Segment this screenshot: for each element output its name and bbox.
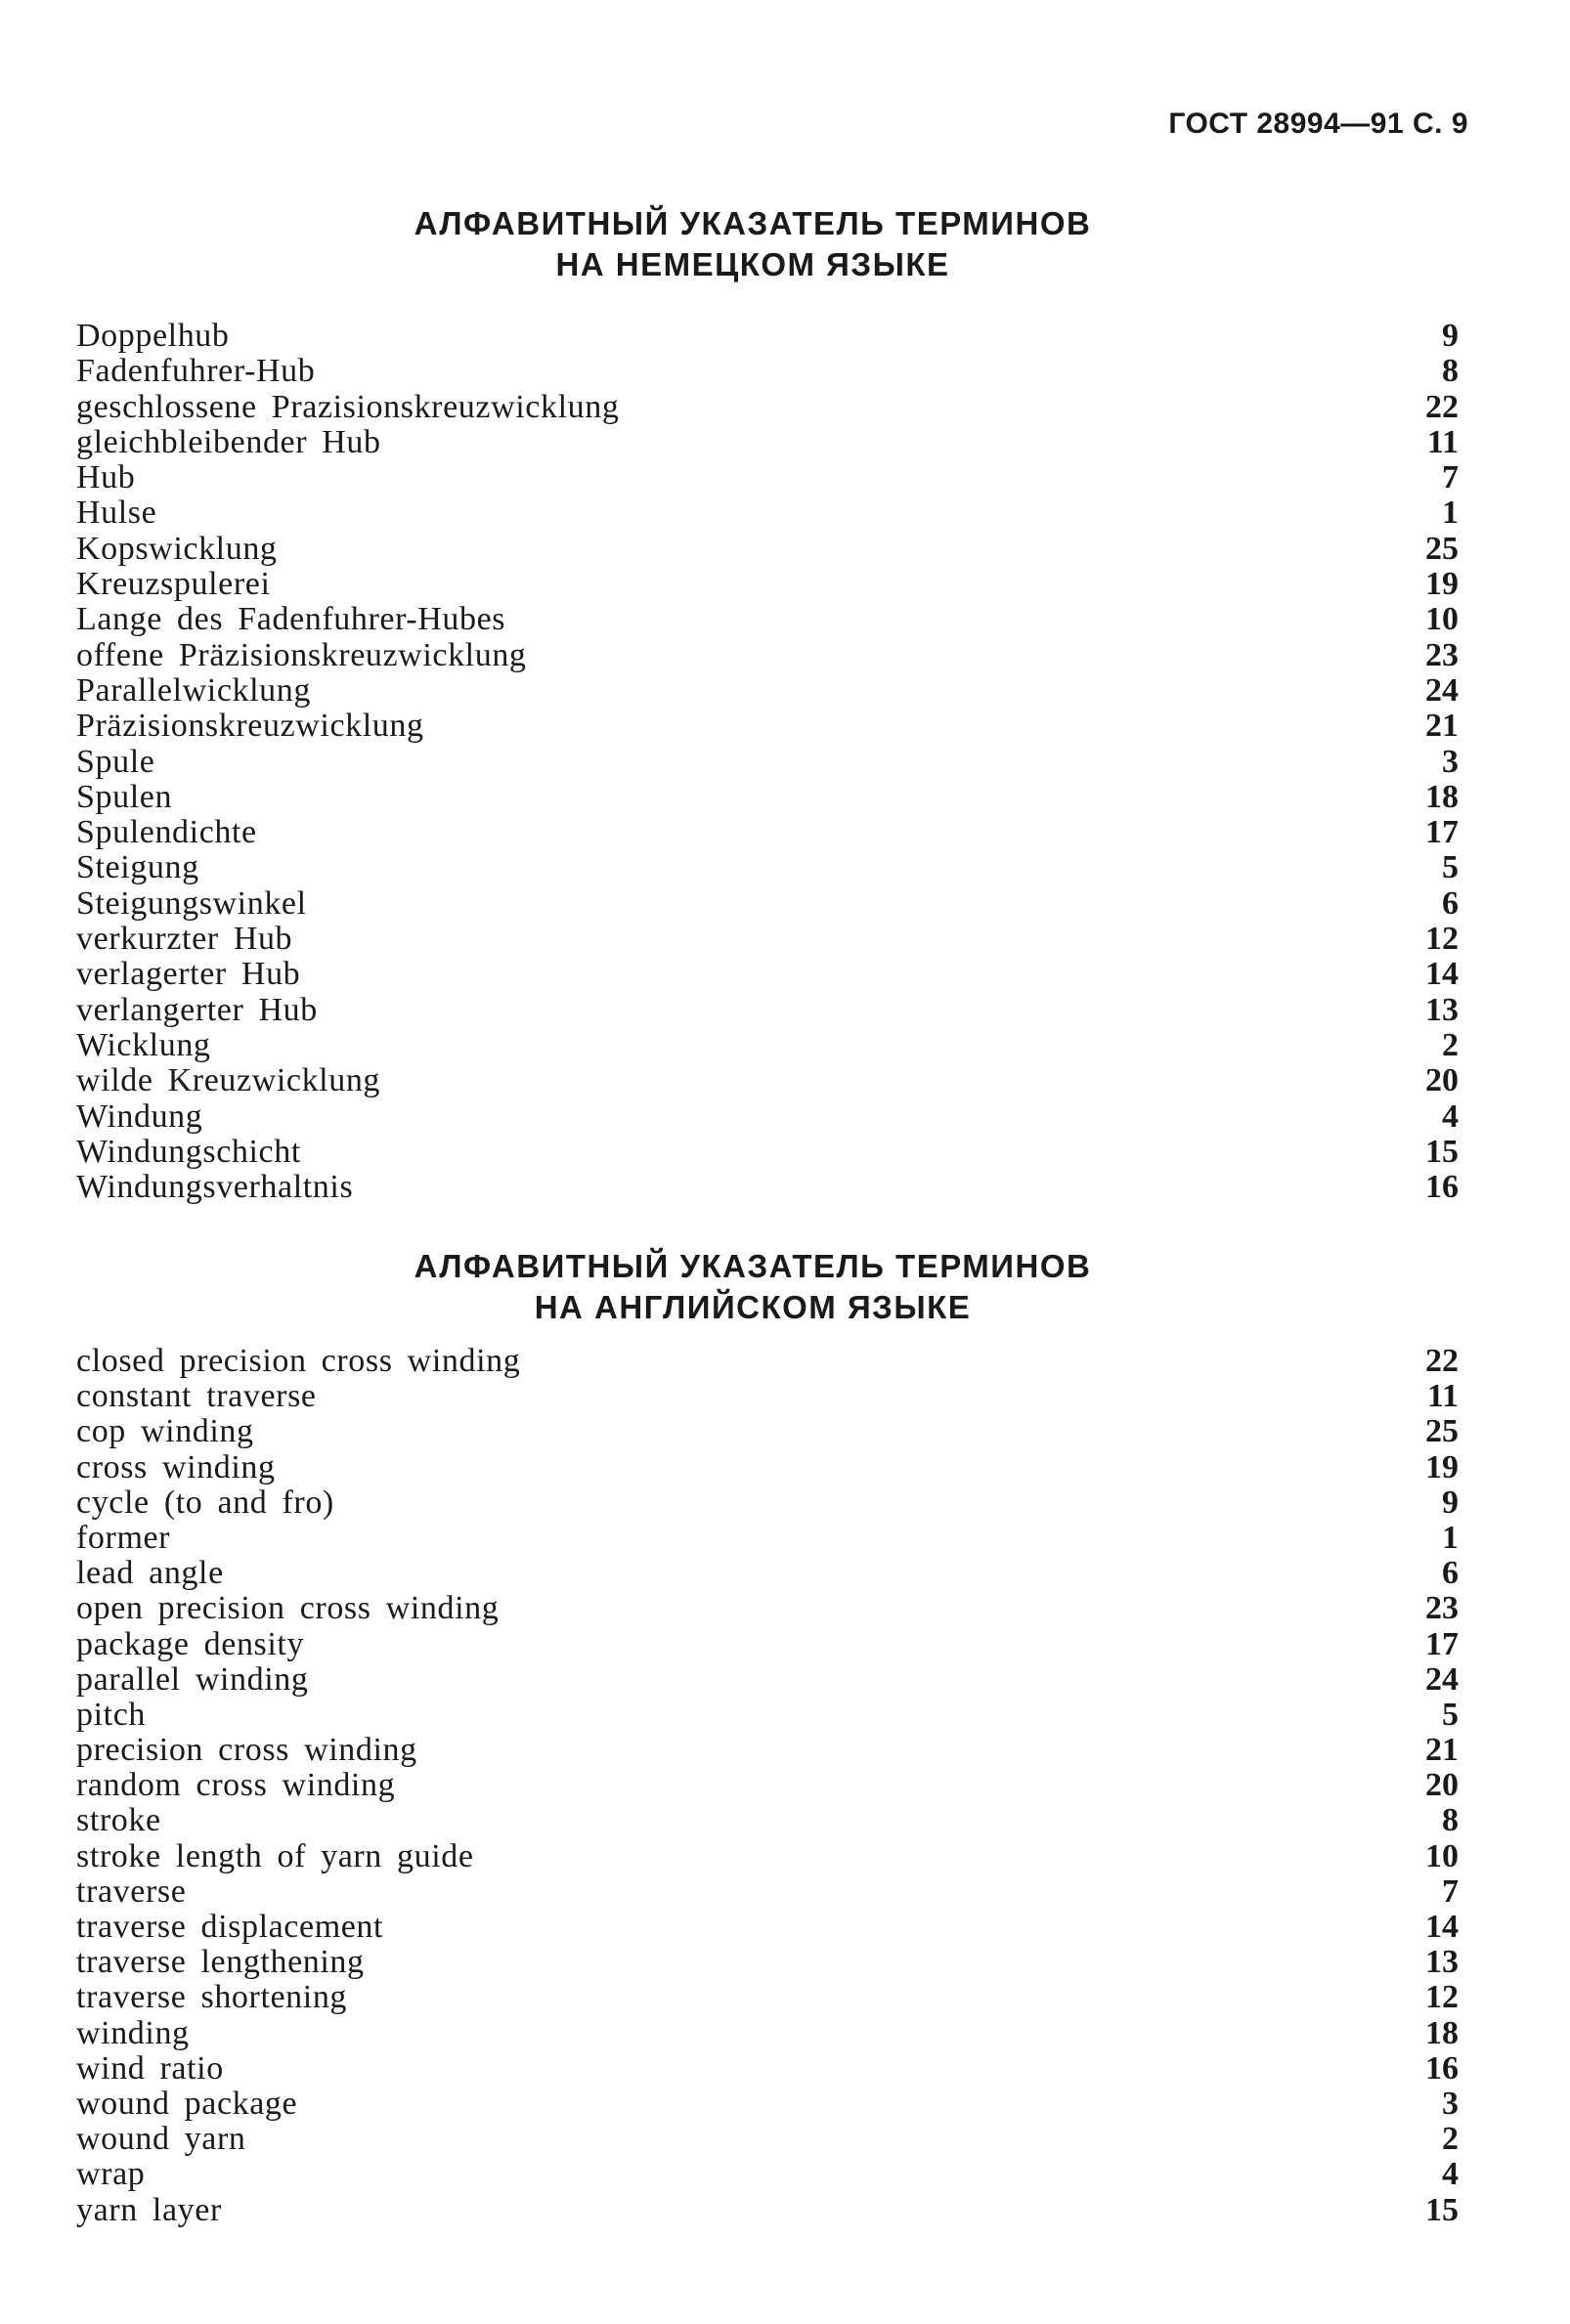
index-term-number: 25 — [1425, 1413, 1459, 1450]
index-entry — [76, 638, 1459, 673]
index-term: Spulen — [76, 778, 173, 815]
index-entry — [76, 1170, 1459, 1205]
index-term: Kreuzspulerei — [76, 566, 271, 603]
index-term: traverse shortening — [76, 1979, 348, 2016]
index-entry — [76, 780, 1459, 815]
index-term: wrap — [76, 2156, 146, 2193]
index-term-number: 2 — [1442, 1026, 1459, 1063]
index-entry — [76, 1135, 1459, 1170]
index-term: Hulse — [76, 495, 157, 532]
index-entry — [76, 1450, 1459, 1485]
index-term: stroke length of yarn guide — [76, 1837, 474, 1874]
index-term-number: 3 — [1442, 2085, 1459, 2122]
index-term: Doppelhub — [76, 318, 230, 354]
index-term-number: 12 — [1425, 921, 1459, 958]
index-entry — [76, 1063, 1459, 1098]
index-term: traverse lengthening — [76, 1944, 365, 1981]
index-term-number: 15 — [1425, 1133, 1459, 1170]
index-term: offene Präzisionskreuzwicklung — [76, 636, 527, 673]
index-term: pitch — [76, 1696, 146, 1733]
index-term-number: 21 — [1425, 1732, 1459, 1769]
index-term-number: 22 — [1425, 388, 1459, 425]
index-term-number: 7 — [1442, 459, 1459, 496]
index-term-number: 21 — [1425, 708, 1459, 745]
section-title-german — [0, 203, 1505, 285]
index-term: Kopswicklung — [76, 530, 278, 567]
index-entry — [76, 1910, 1459, 1945]
index-term-number: 11 — [1426, 423, 1459, 460]
index-term-number: 8 — [1442, 1802, 1459, 1839]
index-entry — [76, 1874, 1459, 1910]
index-term: verlangerter Hub — [76, 991, 318, 1028]
index-entry — [76, 2157, 1459, 2192]
index-entry — [76, 1414, 1459, 1449]
section-title-line1: АЛФАВИТНЫЙ УКАЗАТЕЛЬ ТЕРМИНОВ — [414, 205, 1092, 241]
section-title-line2: НА АНГЛИЙСКОМ ЯЗЫКЕ — [534, 1289, 972, 1325]
index-term: wilde Kreuzwicklung — [76, 1062, 381, 1099]
index-term: cross winding — [76, 1448, 276, 1485]
index-entry — [76, 495, 1459, 531]
index-term: lead angle — [76, 1555, 224, 1592]
index-entry — [76, 2122, 1459, 2157]
index-entry — [76, 2016, 1459, 2051]
index-entry — [76, 532, 1459, 567]
index-entry — [76, 1698, 1459, 1733]
index-entry — [76, 354, 1459, 389]
index-term: Parallelwicklung — [76, 671, 311, 709]
index-term-number: 20 — [1425, 1062, 1459, 1099]
index-term-number: 10 — [1425, 1837, 1459, 1874]
index-entry — [76, 1379, 1459, 1414]
index-entry — [76, 1627, 1459, 1662]
index-term: verkurzter Hub — [76, 921, 293, 958]
index-entry — [76, 2087, 1459, 2122]
index-term-number: 14 — [1425, 956, 1459, 993]
index-term-number: 19 — [1425, 566, 1459, 603]
index-term-number: 8 — [1442, 353, 1459, 390]
index-term-number: 12 — [1425, 1979, 1459, 2016]
index-entry — [76, 1485, 1459, 1521]
index-term-number: 14 — [1425, 1909, 1459, 1945]
index-entry — [76, 1803, 1459, 1838]
index-term: yarn layer — [76, 2191, 222, 2228]
index-term: verlagerter Hub — [76, 956, 301, 993]
index-term-number: 22 — [1425, 1343, 1459, 1379]
index-term-number: 9 — [1442, 318, 1459, 354]
section-title-line2: НА НЕМЕЦКОМ ЯЗЫКЕ — [555, 246, 950, 282]
index-term: stroke — [76, 1802, 161, 1839]
index-term: Fadenfuhrer-Hub — [76, 353, 316, 390]
index-term-number: 3 — [1442, 743, 1459, 780]
index-term-number: 17 — [1425, 1625, 1459, 1662]
index-entry — [76, 1521, 1459, 1556]
index-entry — [76, 993, 1459, 1028]
index-term: Steigungswinkel — [76, 884, 307, 922]
index-entry — [76, 1099, 1459, 1135]
index-term: Wicklung — [76, 1026, 211, 1063]
index-term: Hub — [76, 459, 136, 496]
index-term-number: 1 — [1442, 495, 1459, 532]
index-term-number: 10 — [1425, 601, 1459, 638]
index-term-number: 1 — [1442, 1519, 1459, 1556]
index-entry — [76, 1733, 1459, 1768]
page-header: ГОСТ 28994—91 С. 9 — [1168, 108, 1468, 140]
index-term: open precision cross winding — [76, 1590, 500, 1627]
index-term: former — [76, 1519, 171, 1556]
index-term: constant traverse — [76, 1378, 317, 1415]
index-entry — [76, 567, 1459, 602]
index-entry — [76, 1945, 1459, 1980]
index-entry — [76, 1662, 1459, 1698]
index-term-number: 24 — [1425, 1660, 1459, 1698]
index-term-number: 6 — [1442, 1555, 1459, 1592]
index-entry — [76, 319, 1459, 354]
index-term: Windung — [76, 1097, 203, 1135]
index-term-number: 25 — [1425, 530, 1459, 567]
index-entry — [76, 1344, 1459, 1379]
index-term: closed precision cross winding — [76, 1343, 521, 1379]
index-entry — [76, 886, 1459, 922]
index-term-number: 11 — [1426, 1378, 1459, 1415]
index-entry — [76, 1839, 1459, 1874]
index-term-number: 15 — [1425, 2191, 1459, 2228]
index-term: Windungsverhaltnis — [76, 1169, 354, 1206]
index-entry — [76, 602, 1459, 637]
index-term-number: 16 — [1425, 1169, 1459, 1206]
index-term-number: 13 — [1425, 1944, 1459, 1981]
index-term: Präzisionskreuzwicklung — [76, 708, 424, 745]
index-term: traverse displacement — [76, 1909, 384, 1945]
index-entry — [76, 709, 1459, 744]
index-term: traverse — [76, 1872, 187, 1910]
index-term-number: 4 — [1442, 2156, 1459, 2193]
index-term: gleichbleibender Hub — [76, 423, 381, 460]
index-entry — [76, 390, 1459, 425]
index-term: wind ratio — [76, 2049, 224, 2087]
index-entry — [76, 460, 1459, 495]
index-term-number: 18 — [1425, 2014, 1459, 2051]
index-term-number: 7 — [1442, 1872, 1459, 1910]
index-entry — [76, 922, 1459, 957]
index-entry — [76, 425, 1459, 460]
index-term-number: 24 — [1425, 671, 1459, 709]
index-term: precision cross winding — [76, 1732, 417, 1769]
index-entry — [76, 2193, 1459, 2228]
index-term: geschlossene Prazisionskreuzwicklung — [76, 388, 620, 425]
section-title-english — [0, 1246, 1505, 1328]
index-term-number: 20 — [1425, 1767, 1459, 1804]
index-entry — [76, 957, 1459, 992]
index-term-number: 17 — [1425, 814, 1459, 851]
index-term: Spulendichte — [76, 814, 257, 851]
index-term: Steigung — [76, 849, 199, 886]
index-term-number: 13 — [1425, 991, 1459, 1028]
index-term: parallel winding — [76, 1660, 309, 1698]
index-entry — [76, 815, 1459, 850]
index-entry — [76, 2051, 1459, 2087]
index-entry — [76, 1768, 1459, 1803]
index-term: winding — [76, 2014, 190, 2051]
index-term-number: 23 — [1425, 636, 1459, 673]
section-title-line1: АЛФАВИТНЫЙ УКАЗАТЕЛЬ ТЕРМИНОВ — [414, 1248, 1092, 1284]
index-entry — [76, 850, 1459, 885]
index-term-number: 5 — [1442, 1696, 1459, 1733]
index-term: random cross winding — [76, 1767, 396, 1804]
index-term: Spule — [76, 743, 155, 780]
index-term-number: 6 — [1442, 884, 1459, 922]
index-term-number: 9 — [1442, 1484, 1459, 1521]
index-term: cycle (to and fro) — [76, 1484, 334, 1521]
index-entry — [76, 745, 1459, 780]
german-term-index — [76, 319, 1459, 1205]
index-entry — [76, 1556, 1459, 1591]
index-term-number: 18 — [1425, 778, 1459, 815]
index-term: Windungschicht — [76, 1133, 301, 1170]
index-entry — [76, 1591, 1459, 1626]
index-entry — [76, 1028, 1459, 1063]
english-term-index — [76, 1344, 1459, 2228]
index-term: Lange des Fadenfuhrer-Hubes — [76, 601, 506, 638]
index-term: cop winding — [76, 1413, 254, 1450]
index-term-number: 4 — [1442, 1097, 1459, 1135]
index-entry — [76, 1980, 1459, 2015]
index-term-number: 19 — [1425, 1448, 1459, 1485]
index-term-number: 23 — [1425, 1590, 1459, 1627]
index-term: wound package — [76, 2085, 298, 2122]
index-term-number: 16 — [1425, 2049, 1459, 2087]
index-entry — [76, 673, 1459, 709]
index-term: package density — [76, 1625, 305, 1662]
index-term-number: 5 — [1442, 849, 1459, 886]
index-term-number: 2 — [1442, 2121, 1459, 2158]
index-term: wound yarn — [76, 2121, 246, 2158]
